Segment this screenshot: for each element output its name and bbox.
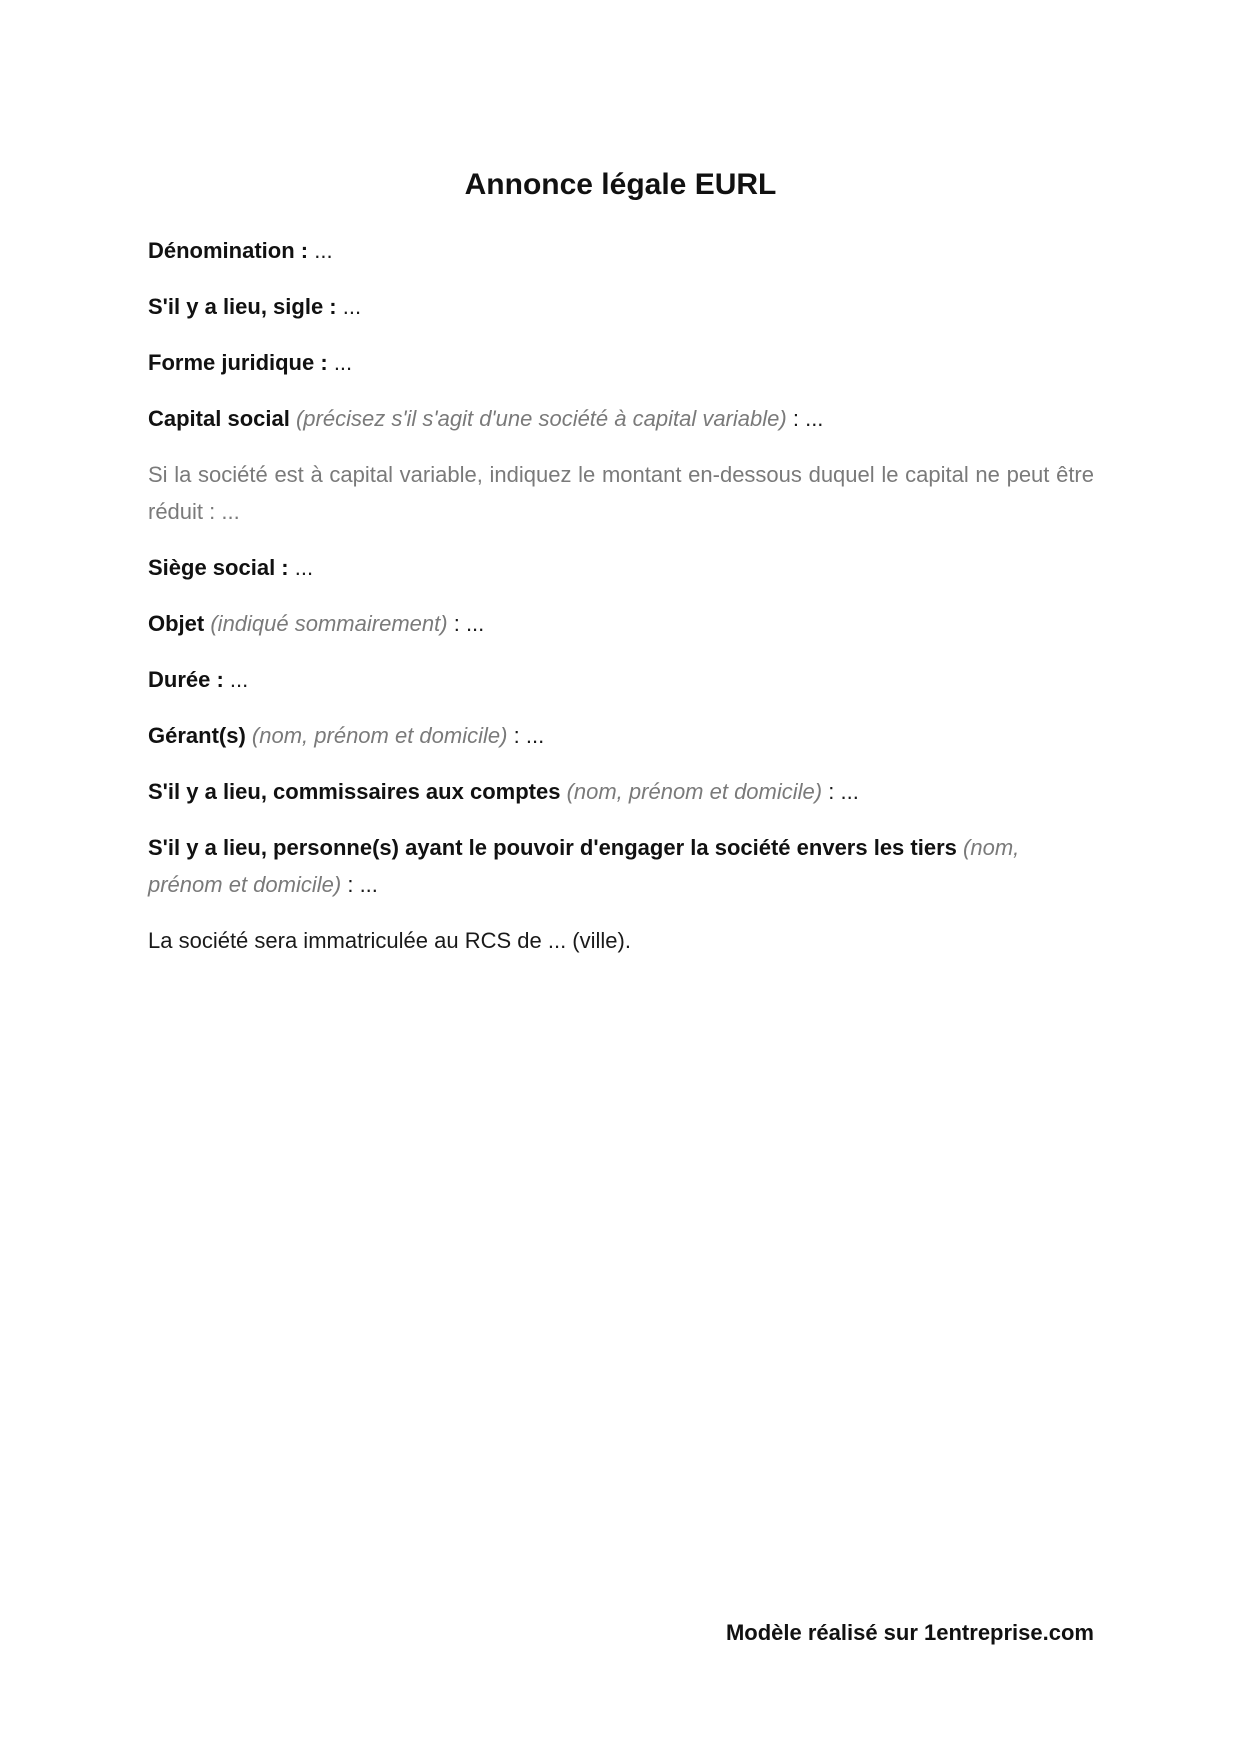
capital-variable-note: Si la société est à capital variable, indiquez le montant en-dessous duquel le capital ne peut être réduit : ...: [148, 462, 1094, 524]
field-hint: (nom, prénom et domicile): [566, 779, 823, 804]
field-value: ...: [342, 294, 362, 319]
rcs-sentence: La société sera immatriculée au RCS de ... (ville).: [148, 928, 631, 953]
field-label: S'il y a lieu, sigle :: [148, 294, 337, 319]
field-duree: [148, 661, 1094, 698]
field-label: Siège social :: [148, 555, 289, 580]
field-label: Dénomination :: [148, 238, 309, 263]
field-forme-juridique: [148, 344, 1094, 381]
field-label: Capital social: [148, 406, 290, 431]
field-denomination: [148, 232, 1094, 269]
field-label: S'il y a lieu, commissaires aux comptes: [148, 779, 561, 804]
field-objet: [148, 605, 1094, 642]
field-label: S'il y a lieu, personne(s) ayant le pouvoir d'engager la société envers les tiers: [148, 835, 957, 860]
field-hint: (précisez s'il s'agit d'une société à capital variable): [295, 406, 787, 431]
field-label: Objet: [148, 611, 205, 636]
field-capital-social: [148, 400, 1094, 437]
field-pouvoir-engager: [148, 829, 1094, 903]
field-value: ...: [805, 406, 824, 431]
field-value: ...: [525, 723, 545, 748]
field-value: ...: [333, 350, 353, 375]
field-hint: (nom, prénom et domicile): [148, 835, 1020, 897]
field-value: ...: [465, 611, 485, 636]
field-gerants: [148, 717, 1094, 754]
field-label: Gérant(s): [148, 723, 246, 748]
field-separator: :: [453, 611, 460, 636]
document-title: Annonce légale EURL: [464, 168, 777, 201]
field-hint: (indiqué sommairement): [210, 611, 448, 636]
field-label: Forme juridique :: [148, 350, 328, 375]
field-separator: :: [347, 872, 354, 897]
field-siege-social: [148, 549, 1094, 586]
field-value: ...: [359, 872, 378, 897]
field-separator: :: [828, 779, 835, 804]
field-value: ...: [840, 779, 859, 804]
footer-credit: Modèle réalisé sur 1entreprise.com: [725, 1620, 1094, 1645]
field-label: Durée :: [148, 667, 224, 692]
field-sigle: [148, 288, 1094, 325]
document-body: [148, 232, 1094, 978]
field-commissaires: [148, 773, 1094, 810]
field-value: ...: [314, 238, 333, 263]
field-hint: (nom, prénom et domicile): [251, 723, 508, 748]
field-value: ...: [294, 555, 314, 580]
field-separator: :: [792, 406, 799, 431]
field-separator: :: [513, 723, 520, 748]
field-value: ...: [229, 667, 249, 692]
